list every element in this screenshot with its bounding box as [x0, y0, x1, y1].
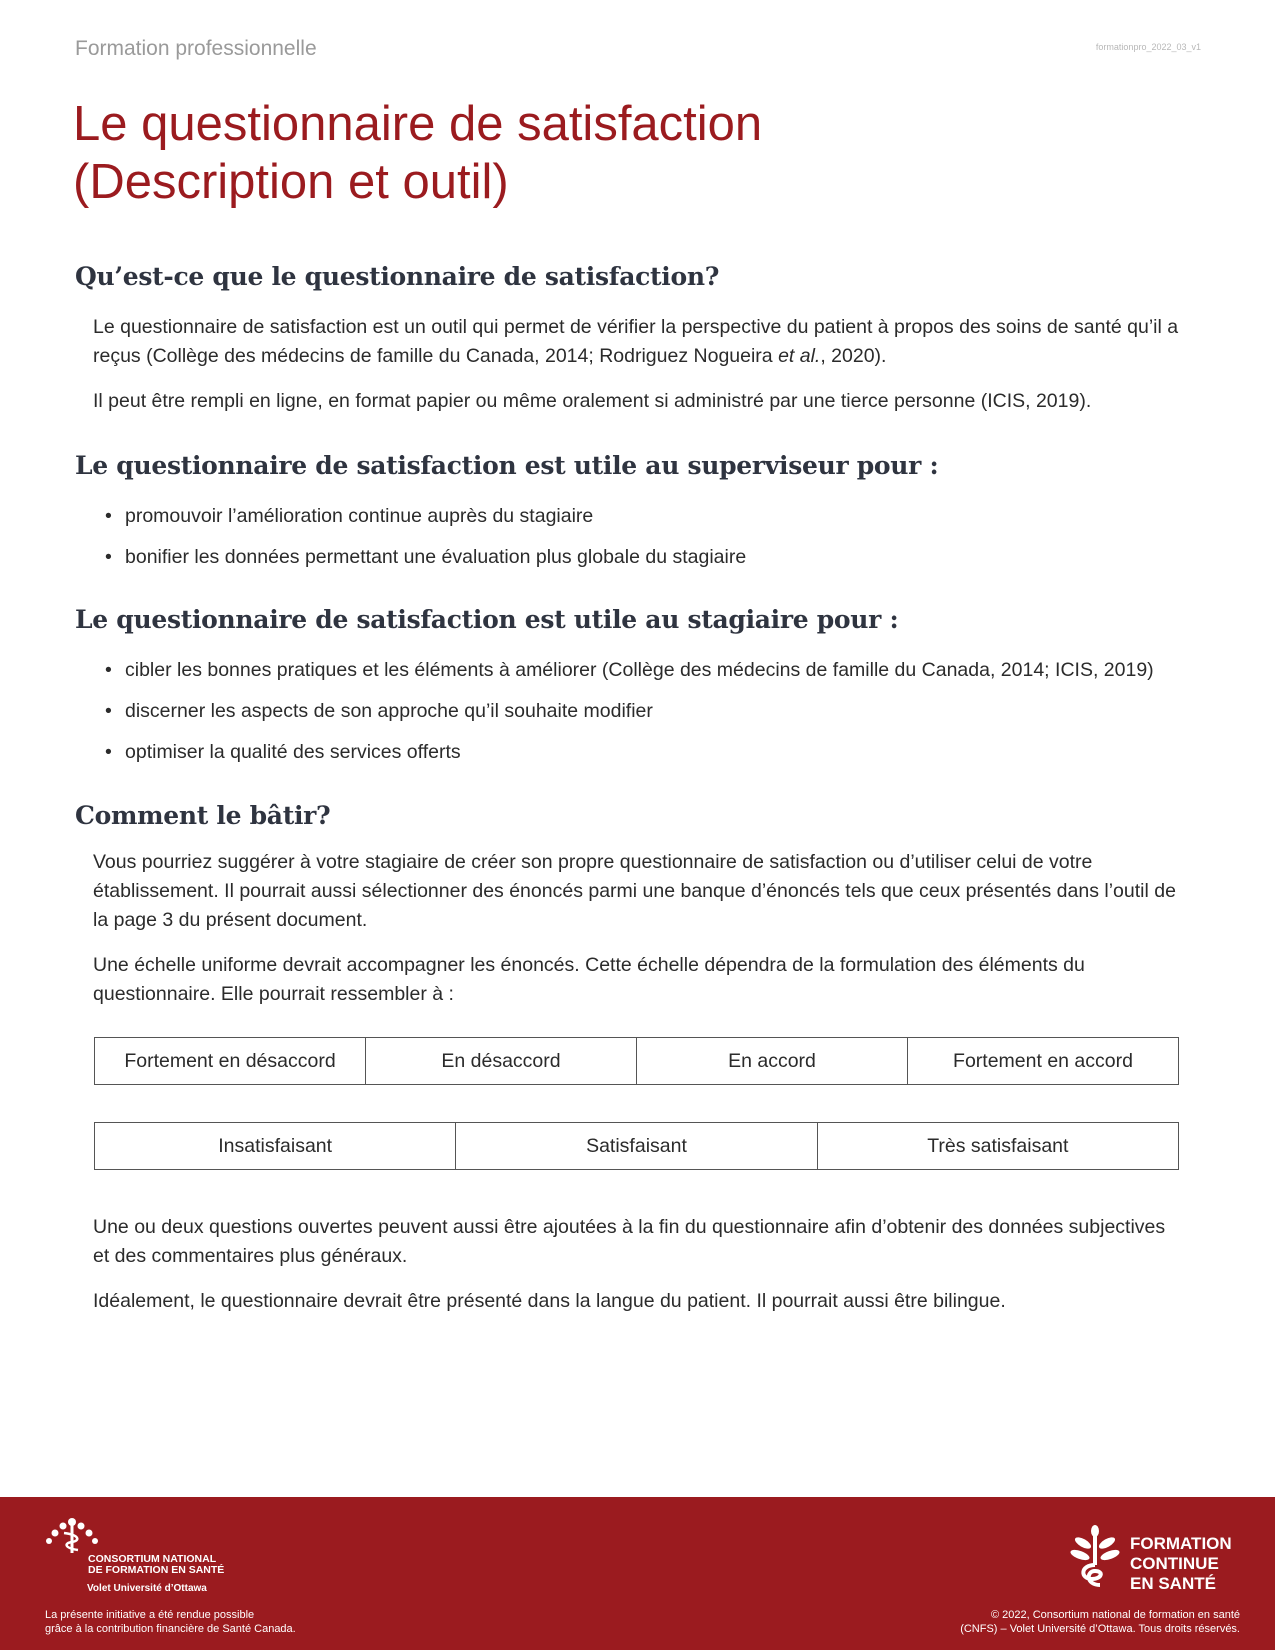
page-title-line1: Le questionnaire de satisfaction: [73, 97, 763, 151]
satisfaction-scale-table: [94, 1122, 1179, 1170]
cnfs-name-line2: DE FORMATION EN SANTÉ: [88, 1564, 225, 1576]
cnfs-subtitle: Volet Université d’Ottawa: [87, 1583, 207, 1594]
formation-logo-line2: CONTINUE: [1130, 1554, 1219, 1573]
section1-p1-after: , 2020).: [820, 345, 887, 367]
funding-notice: [45, 1608, 296, 1636]
list-item-text: optimiser la qualité des services offerts: [125, 741, 461, 763]
document-code: formationpro_2022_03_v1: [1095, 42, 1201, 52]
main-content: [75, 262, 1185, 1316]
page-title: [73, 95, 762, 211]
funding-notice-line2: grâce à la contribution financière de Santé Canada.: [45, 1623, 296, 1635]
list-item: [105, 699, 1185, 723]
section1-p1-before: Le questionnaire de satisfaction est un outil qui permet de vérifier la perspective du patient à propos des soins de santé qu’il a reçus (Collège des médecins de famille du Canada, 2014; Rodriguez Nogueira: [93, 316, 1179, 367]
scale-cell: En désaccord: [366, 1038, 637, 1085]
list-item: [105, 545, 1185, 569]
section4-paragraph1: Vous pourriez suggérer à votre stagiaire de créer son propre questionnaire de satisfaction ou d’utiliser celui de votre établissement. Il pourrait aussi sélectionner des énoncés parmi une banque d’énoncés tels que ceux présentés dans l’outil de la page 3 du présent document.: [93, 851, 1176, 931]
cnfs-logo-text: [42, 1554, 224, 1576]
list-item-text: discerner les aspects de son approche qu’il souhaite modifier: [125, 700, 653, 722]
scale-cell: Fortement en désaccord: [95, 1038, 366, 1085]
scale-cell: Très satisfaisant: [817, 1123, 1178, 1170]
footer: [0, 1497, 1275, 1650]
scale-cell: Fortement en accord: [908, 1038, 1179, 1085]
section4-paragraph2: Une échelle uniforme devrait accompagner les énoncés. Cette échelle dépendra de la formulation des éléments du questionnaire. Elle pourrait ressembler à :: [93, 954, 1085, 1005]
list-item-text: cibler les bonnes pratiques et les éléments à améliorer (Collège des médecins de famille du Canada, 2014; ICIS, 2019): [125, 659, 1154, 681]
section3-heading: Le questionnaire de satisfaction est utile au stagiaire pour :: [75, 605, 899, 634]
section4-paragraph3: Une ou deux questions ouvertes peuvent aussi être ajoutées à la fin du questionnaire afin d’obtenir des données subjectives et des commentaires plus généraux.: [93, 1216, 1166, 1267]
header-label: Formation professionnelle: [75, 37, 317, 60]
section2-heading: Le questionnaire de satisfaction est utile au superviseur pour :: [75, 451, 939, 480]
scale-cell: En accord: [637, 1038, 908, 1085]
bullet-icon: •: [105, 741, 112, 763]
list-item: [105, 504, 1185, 528]
formation-logo-text: [1130, 1534, 1232, 1594]
page-title-line2: (Description et outil): [73, 155, 509, 209]
section4-heading: Comment le bâtir?: [75, 801, 331, 830]
bullet-icon: •: [105, 546, 112, 568]
section4-paragraph4: Idéalement, le questionnaire devrait être présenté dans la langue du patient. Il pourrait aussi être bilingue.: [93, 1290, 1006, 1312]
scale-cell: Insatisfaisant: [95, 1123, 456, 1170]
formation-sprout-logo-icon: [1070, 1525, 1120, 1594]
copyright-line1: © 2022, Consortium national de formation en santé: [990, 1609, 1240, 1621]
section1-heading: Qu’est-ce que le questionnaire de satisfaction?: [75, 262, 720, 291]
cnfs-name-line1: CONSORTIUM NATIONAL: [88, 1553, 217, 1565]
copyright-notice: [960, 1608, 1240, 1636]
section3-list: [75, 658, 1185, 764]
list-item: [105, 740, 1185, 764]
scale-cell: Satisfaisant: [456, 1123, 817, 1170]
formation-logo-line3: EN SANTÉ: [1130, 1574, 1216, 1593]
section1-paragraph1: [75, 313, 1185, 371]
bullet-icon: •: [105, 659, 112, 681]
bullet-icon: •: [105, 505, 112, 527]
formation-logo-line1: FORMATION: [1130, 1534, 1232, 1553]
list-item-text: bonifier les données permettant une évaluation plus globale du stagiaire: [125, 546, 747, 568]
bullet-icon: •: [105, 700, 112, 722]
list-item: [105, 658, 1185, 682]
agreement-scale-table: [94, 1037, 1179, 1085]
section2-list: [75, 504, 1185, 569]
section1-paragraph2: Il peut être rempli en ligne, en format papier ou même oralement si administré par une tierce personne (ICIS, 2019).: [93, 390, 1092, 412]
copyright-line2: (CNFS) – Volet Université d’Ottawa. Tous droits réservés.: [960, 1623, 1240, 1635]
cnfs-caduceus-logo-icon: [44, 1517, 100, 1558]
funding-notice-line1: La présente initiative a été rendue possible: [45, 1609, 255, 1621]
list-item-text: promouvoir l’amélioration continue auprès du stagiaire: [125, 505, 594, 527]
section1-p1-italic: et al.: [778, 345, 821, 367]
